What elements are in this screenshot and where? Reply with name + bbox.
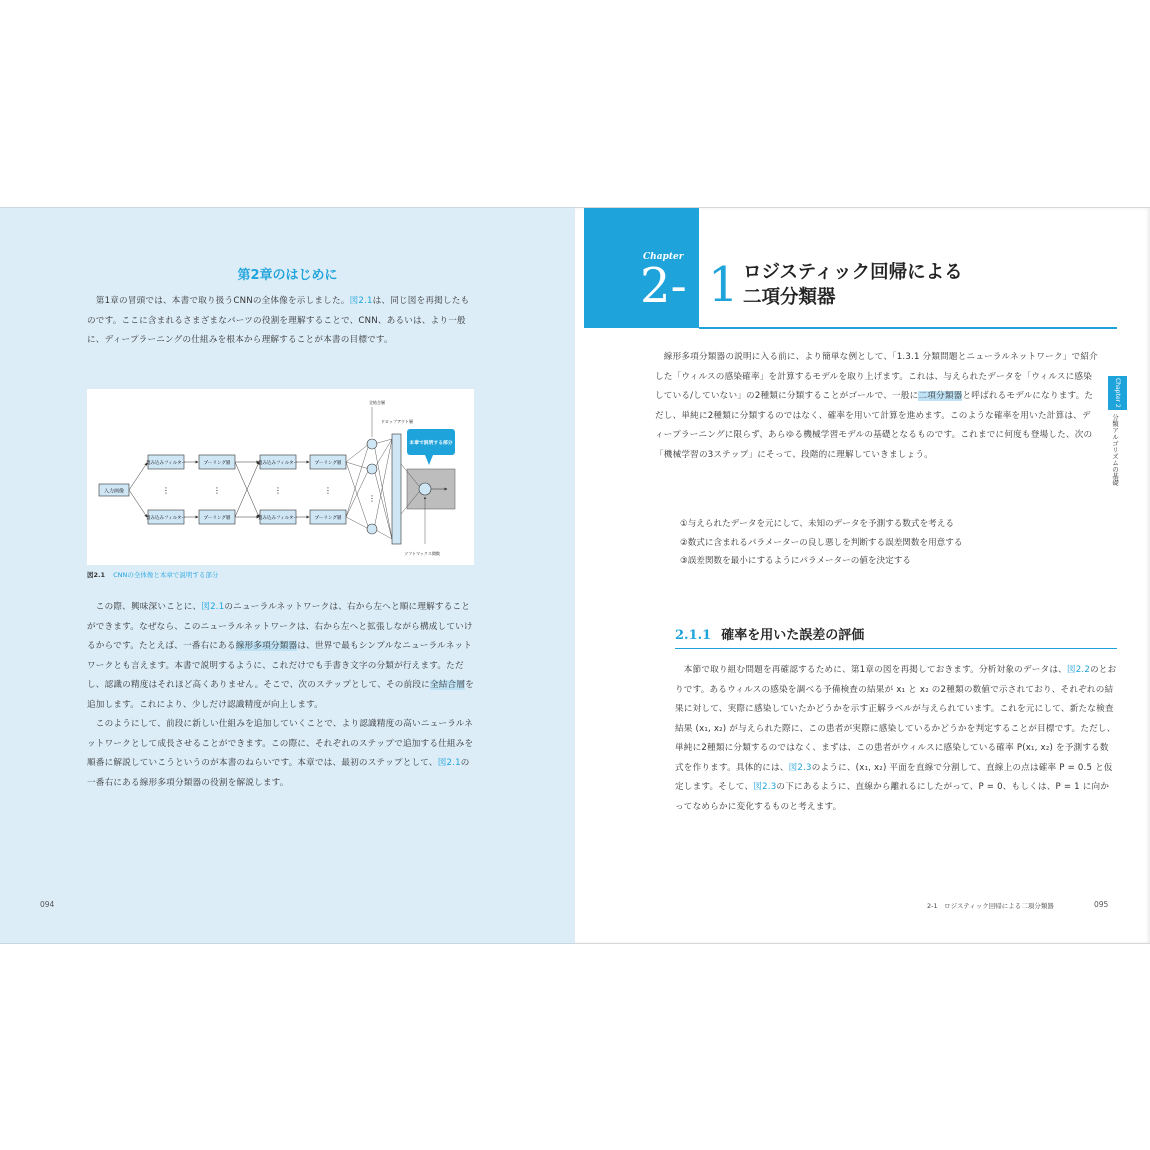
ml-step-item: ①与えられたデータを元にして、未知のデータを予測する数式を考える [680, 519, 954, 529]
pooling-label: プーリング層 [203, 461, 231, 466]
dropout-layer-label: ドロップアウト層 [381, 419, 413, 424]
page-number-left: 094 [40, 900, 55, 909]
text-run: 第1章の冒頭では、本書で取り扱うCNNの全体像を示しました。 [87, 296, 350, 306]
section-paragraph-2 [675, 661, 1117, 817]
neuron-node [367, 524, 377, 534]
conv-filter-label: 畳み込みフィルター [258, 461, 298, 466]
cnn-diagram [87, 389, 474, 565]
conv-filter-label: 畳み込みフィルター [146, 461, 186, 466]
figure-caption-text: CNNの全体像と本章で説明する部分 [113, 571, 219, 579]
fully-connected-layer [346, 439, 392, 539]
conv-layer-2 [258, 455, 298, 524]
subsection-title: 確率を用いた誤差の評価 [721, 628, 865, 643]
dropout-layer-bar [392, 434, 401, 544]
figure-caption [87, 570, 218, 579]
header-rule [699, 327, 1117, 329]
intro-paragraph-2 [87, 598, 477, 715]
section-heading-line-2: 二項分類器 [743, 287, 836, 308]
pool-layer-2 [310, 455, 346, 524]
side-tab-chapter: Chapter 2 [1108, 376, 1127, 410]
pooling-label: プーリング層 [203, 516, 231, 521]
pooling-label: プーリング層 [314, 516, 342, 521]
input-image-label: 入力画像 [103, 488, 125, 495]
intro-title: 第2章のはじめに [237, 268, 338, 283]
section-paragraph-1 [655, 348, 1098, 465]
ml-step-item: ②数式に含まれるパラメーターの良し悪しを判断する誤差関数を用意する [680, 537, 963, 548]
callout-label: 本章で説明する部分 [409, 441, 453, 446]
intro-paragraph-1 [87, 292, 477, 351]
ellipsis-vertical: ⋮ [162, 486, 170, 495]
text-run: を追加します。これにより、少しだけ認識精度が向上します。 [87, 680, 474, 710]
text-run: のとおりです。あるウィルスの感染を調べる予備検査の結果が x₁ と x₂ の2種類の数値で示されており、それぞれの結果に対して、実際に感染していたかどうかを示す正解ラベルが与えられています。これを元にして、新たな検査結果 (x₁, x₂) が与えられた際に、この患者が実際に感染しているかどうかを判定することが目標です。ただし、単純に2種類に分類するのではなく、まずは、この患者がウィルスに感染している確率 P(x₁, x₂) を予測する数式を作ります。具体的には、 [675, 665, 1117, 773]
ellipsis-vertical: ⋮ [274, 486, 282, 495]
text-run: と呼ばれるモデルになります。ただし、単純に2種類に分類するのではなく、確率を用いて計算を進めます。このような確率を用いた計算は、ディープラーニングに限らず、あらゆる機械学習モデルの基礎となるものです。これまでに何度も登場した、次の「機械学習の3ステップ」にそって、段階的に理解していきましょう。 [655, 391, 1094, 460]
figure-caption-number: 図2.1 [87, 571, 106, 579]
text-run: のニューラルネットワークは、右から左へと順に理解することができます。なぜなら、このニューラルネットワークは、右から左へと拡張しながら構成していけるからです。たとえば、一番右にある [87, 602, 473, 651]
section-heading [743, 260, 963, 310]
figure-reference: 図2.3 [753, 782, 777, 792]
fc-layer-label: 全結合層 [369, 400, 385, 405]
ellipsis-vertical: ⋮ [213, 486, 221, 495]
text-run: この際、興味深いことに、 [87, 602, 202, 612]
running-head: 2-1 ロジスティック回帰による二項分類器 [927, 902, 1054, 910]
text-run: は、同じ図を再掲したものです。ここに含まれるさまざまなパーツの役割を理解することで、CNN、あるいは、より一般に、ディープラーニングの仕組みを根本から理解することが本書の目標です。 [87, 296, 470, 345]
pooling-label: プーリング層 [314, 461, 342, 466]
chapter-number: 2- [640, 258, 687, 314]
ml-step-item: ③誤差関数を最小にするようにパラメーターの値を決定する [680, 556, 911, 566]
figure-reference: 図2.2 [1066, 665, 1090, 675]
cnn-figure [87, 389, 474, 565]
neuron-node [367, 464, 377, 474]
left-page [0, 207, 575, 944]
side-tab-label: 分類アルゴリズムの基礎 [1111, 414, 1119, 486]
ellipsis-vertical: ⋮ [368, 494, 376, 503]
section-heading-line-1: ロジスティック回帰による [743, 262, 963, 283]
chapter-side-tab [1108, 376, 1127, 518]
book-spread [0, 207, 1150, 942]
chapter-word: Chapter [643, 252, 684, 262]
conv-filter-label: 畳み込みフィルター [258, 516, 298, 521]
conv-layer-1 [146, 455, 186, 524]
ellipsis-vertical: ⋮ [324, 486, 332, 495]
neuron-node [367, 439, 377, 449]
highlighted-term: 線形多項分類器 [235, 641, 298, 651]
chapter-badge [584, 208, 699, 328]
highlighted-term: 全結合層 [429, 680, 466, 690]
subsection-rule [675, 648, 1117, 649]
text-run: 線形多項分類器の説明に入る前に、より簡単な例として、「1.3.1 分類問題とニューラルネットワーク」で紹介した「ウィルスの感染確率」を計算するモデルを取り上げます。これは、与えられたデータを「ウィルスに感染している/していない」の2種類に分類することがゴールで、一般に [655, 352, 1098, 401]
text-run: は、世界で最もシンプルなニューラルネットワークとも言えます。本書で説明するように、これだけでも手書き文字の分類が行えます。ただし、認識の精度はそれほど高くありません。そこで、次のステップとして、その前段に [87, 641, 473, 690]
ml-steps-list [680, 515, 962, 571]
text-run: 本節で取り組む問題を再確認するために、第1章の図を再掲しておきます。分析対象のデータは、 [675, 665, 1067, 675]
figure-reference: 図2.1 [437, 758, 461, 768]
page-number-right: 095 [1094, 900, 1109, 909]
subsection-number: 2.1.1 [675, 628, 712, 643]
section-number-large: 1 [708, 257, 739, 313]
text-run: の下にあるように、直線から離れるにしたがって、P = 0、もしくは、P = 1 に向かってなめらかに変化するものと考えます。 [675, 782, 1110, 812]
figure-reference: 図2.3 [788, 762, 812, 773]
output-node [419, 483, 431, 495]
highlighted-term: 二項分類器 [918, 391, 963, 401]
subsection-heading [675, 624, 864, 643]
text-run: このようにして、前段に新しい仕組みを追加していくことで、より認識精度の高いニューラルネットワークとして成長させることができます。この際に、それぞれのステップで追加する仕組みを順番に解説していこうというのが本書のねらいです。本章では、最初のステップとして、 [87, 719, 474, 768]
conv-filter-label: 畳み込みフィルター [146, 516, 186, 521]
pool-layer-1 [199, 455, 235, 524]
right-page [575, 207, 1150, 944]
figure-reference: 図2.1 [349, 296, 373, 306]
text-run: の一番右にある線形多項分類器の役割を解説します。 [87, 758, 470, 788]
intro-paragraph-3 [87, 715, 477, 793]
softmax-label: ソフトマックス関数 [404, 551, 440, 556]
text-run: のように、(x₁, x₂) 平面を直線で分割して、直線上の点は確率 P = 0.5 と仮定します。そして、 [675, 762, 1113, 792]
figure-reference: 図2.1 [201, 602, 225, 612]
